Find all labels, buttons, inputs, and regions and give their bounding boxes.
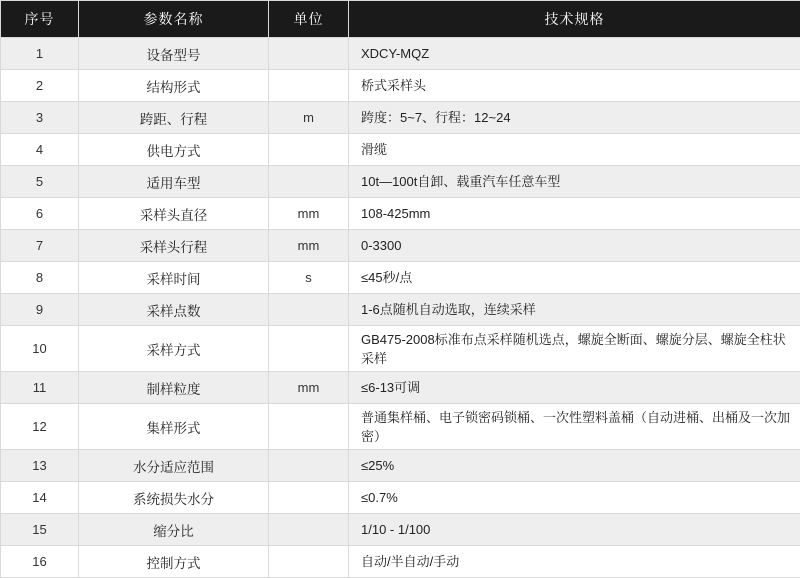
cell-parameter-name: 跨距、行程 [79, 102, 269, 134]
cell-specification: XDCY-MQZ [349, 38, 800, 70]
cell-unit [269, 134, 349, 166]
cell-index: 7 [1, 230, 79, 262]
cell-unit [269, 546, 349, 578]
cell-specification: 1-6点随机自动选取，连续采样 [349, 294, 800, 326]
cell-index: 15 [1, 514, 79, 546]
cell-unit: mm [269, 230, 349, 262]
table-row [1, 372, 800, 404]
table-row [1, 166, 800, 198]
cell-specification: ≤25% [349, 450, 800, 482]
cell-index: 2 [1, 70, 79, 102]
cell-parameter-name: 采样时间 [79, 262, 269, 294]
cell-specification: 滑缆 [349, 134, 800, 166]
cell-specification: ≤6-13可调 [349, 372, 800, 404]
cell-unit [269, 482, 349, 514]
cell-index: 4 [1, 134, 79, 166]
cell-index: 6 [1, 198, 79, 230]
cell-parameter-name: 适用车型 [79, 166, 269, 198]
cell-parameter-name: 系统损失水分 [79, 482, 269, 514]
cell-parameter-name: 采样头行程 [79, 230, 269, 262]
cell-unit: mm [269, 198, 349, 230]
cell-index: 14 [1, 482, 79, 514]
table-row [1, 262, 800, 294]
table-body [1, 38, 800, 578]
cell-specification: 1/10 - 1/100 [349, 514, 800, 546]
cell-parameter-name: 采样点数 [79, 294, 269, 326]
cell-index: 3 [1, 102, 79, 134]
cell-index: 16 [1, 546, 79, 578]
cell-parameter-name: 制样粒度 [79, 372, 269, 404]
cell-specification: ≤0.7% [349, 482, 800, 514]
cell-parameter-name: 控制方式 [79, 546, 269, 578]
cell-specification: ≤45秒/点 [349, 262, 800, 294]
table-header [1, 1, 800, 38]
cell-parameter-name: 采样方式 [79, 326, 269, 372]
column-header-unit: 单位 [269, 1, 349, 38]
cell-index: 13 [1, 450, 79, 482]
cell-unit [269, 166, 349, 198]
table-row [1, 326, 800, 372]
column-header-index: 序号 [1, 1, 79, 38]
cell-index: 5 [1, 166, 79, 198]
cell-specification: 跨度：5~7、行程：12~24 [349, 102, 800, 134]
cell-specification: 0-3300 [349, 230, 800, 262]
table-row [1, 546, 800, 578]
cell-specification: 自动/半自动/手动 [349, 546, 800, 578]
cell-unit [269, 38, 349, 70]
cell-unit: s [269, 262, 349, 294]
table-row [1, 514, 800, 546]
table-header-row [1, 1, 800, 38]
table-row [1, 134, 800, 166]
table-row [1, 102, 800, 134]
cell-index: 9 [1, 294, 79, 326]
table-row [1, 230, 800, 262]
cell-index: 12 [1, 404, 79, 450]
table-row [1, 70, 800, 102]
cell-parameter-name: 结构形式 [79, 70, 269, 102]
table-row [1, 450, 800, 482]
cell-parameter-name: 缩分比 [79, 514, 269, 546]
table-row [1, 404, 800, 450]
table-row [1, 198, 800, 230]
cell-specification: 桥式采样头 [349, 70, 800, 102]
cell-unit [269, 326, 349, 372]
cell-specification: 108-425mm [349, 198, 800, 230]
cell-specification: 10t—100t自卸、载重汽车任意车型 [349, 166, 800, 198]
cell-parameter-name: 设备型号 [79, 38, 269, 70]
column-header-parameter-name: 参数名称 [79, 1, 269, 38]
cell-parameter-name: 水分适应范围 [79, 450, 269, 482]
cell-index: 10 [1, 326, 79, 372]
cell-index: 1 [1, 38, 79, 70]
cell-unit: mm [269, 372, 349, 404]
table-row [1, 38, 800, 70]
table-row [1, 482, 800, 514]
cell-unit [269, 70, 349, 102]
cell-unit [269, 294, 349, 326]
cell-unit [269, 514, 349, 546]
column-header-specification: 技术规格 [349, 1, 800, 38]
cell-unit [269, 404, 349, 450]
table-row [1, 294, 800, 326]
cell-parameter-name: 集样形式 [79, 404, 269, 450]
cell-specification: 普通集样桶、电子锁密码锁桶、一次性塑料盖桶（自动进桶、出桶及一次加密） [349, 404, 800, 450]
cell-parameter-name: 采样头直径 [79, 198, 269, 230]
cell-unit: m [269, 102, 349, 134]
cell-specification: GB475-2008标准布点采样随机选点，螺旋全断面、螺旋分层、螺旋全柱状采样 [349, 326, 800, 372]
cell-index: 8 [1, 262, 79, 294]
cell-index: 11 [1, 372, 79, 404]
cell-parameter-name: 供电方式 [79, 134, 269, 166]
cell-unit [269, 450, 349, 482]
